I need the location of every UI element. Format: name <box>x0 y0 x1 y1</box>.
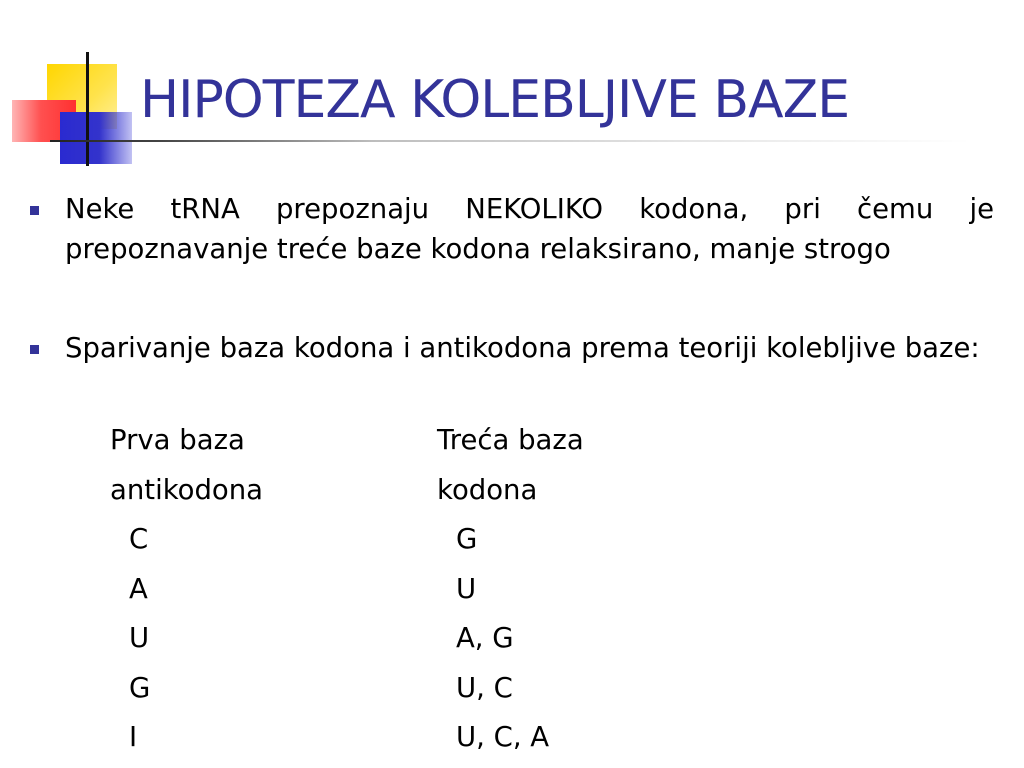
header-anticodon: antikodona <box>110 473 264 506</box>
bullet-item <box>30 328 994 368</box>
table-header-row <box>110 416 584 466</box>
anticodon-cell: C <box>129 523 149 555</box>
pairing-table <box>110 416 584 763</box>
codon-cell: A, G <box>456 622 514 654</box>
square-bullet-icon <box>30 345 39 354</box>
codon-cell: G <box>456 523 478 555</box>
table-header-row <box>110 466 584 516</box>
anticodon-cell: G <box>129 671 151 704</box>
codon-cell: U, C, A <box>456 721 550 753</box>
anticodon-cell: U <box>129 622 150 654</box>
header-codon: Treća baza <box>437 424 584 456</box>
anticodon-cell: I <box>129 721 138 753</box>
bullet-text: Sparivanje baza kodona i antikodona prema teoriji kolebljive baze: <box>65 332 980 364</box>
codon-cell: U, C <box>456 671 513 704</box>
codon-cell: U <box>456 572 477 605</box>
title-underline <box>50 140 970 142</box>
table-row <box>110 515 584 565</box>
table-row <box>110 664 584 714</box>
bullet-item <box>30 189 994 269</box>
decor-blue-square <box>60 112 132 164</box>
square-bullet-icon <box>30 206 39 215</box>
bullet-text: Neke tRNA prepoznaju NEKOLIKO kodona, pri čemu je prepoznavanje treće baze kodona relaksirano, manje strogo <box>65 193 994 265</box>
table-row <box>110 713 584 763</box>
table-row <box>110 614 584 664</box>
header-anticodon: Prva baza <box>110 424 245 456</box>
decor-vertical-line <box>86 52 89 166</box>
anticodon-cell: A <box>129 572 148 605</box>
table-row <box>110 565 584 615</box>
slide-title: HIPOTEZA KOLEBLJIVE BAZE <box>140 70 850 130</box>
header-codon: kodona <box>437 473 538 506</box>
